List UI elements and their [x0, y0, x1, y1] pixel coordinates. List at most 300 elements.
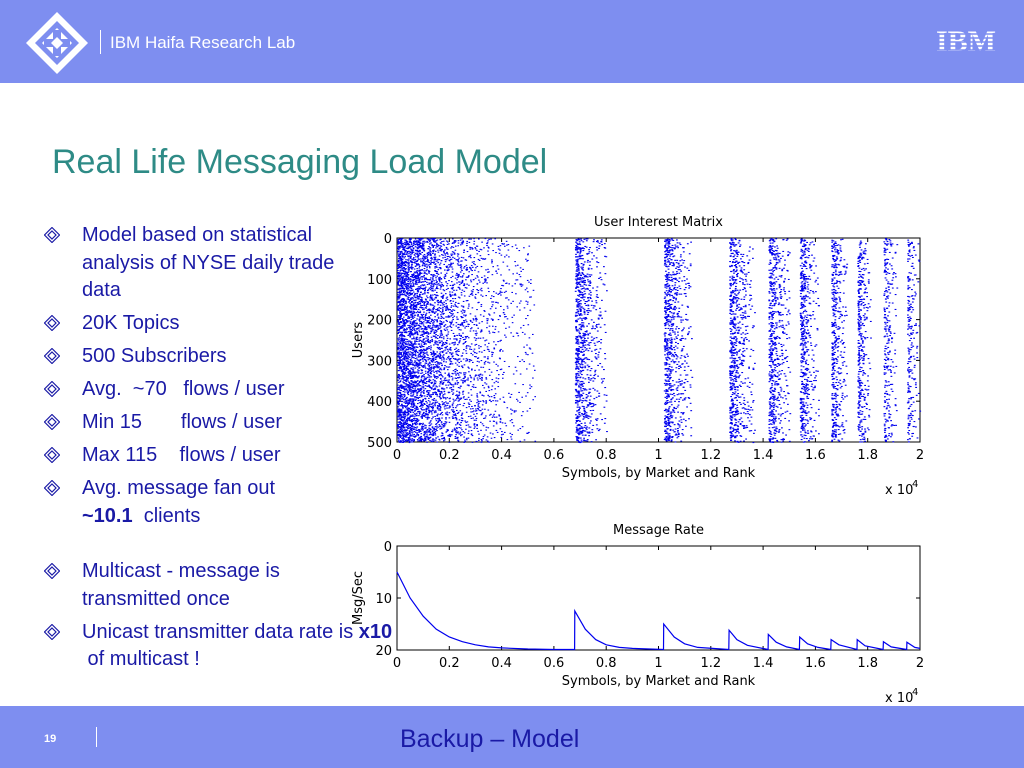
scatter-point — [489, 396, 491, 397]
scatter-point — [397, 326, 399, 327]
scatter-point — [434, 275, 436, 276]
scatter-point — [401, 398, 403, 399]
scatter-point — [508, 244, 510, 245]
scatter-point — [415, 414, 417, 415]
scatter-point — [405, 360, 407, 361]
scatter-point — [410, 300, 412, 301]
scatter-point — [416, 413, 418, 414]
scatter-point — [411, 426, 413, 427]
scatter-point — [463, 285, 465, 286]
scatter-point — [466, 345, 468, 346]
scatter-point — [488, 410, 490, 411]
scatter-point — [452, 292, 454, 293]
scatter-point — [483, 425, 485, 426]
scatter-point — [412, 293, 414, 294]
scatter-point — [455, 246, 457, 247]
scatter-point — [438, 279, 440, 280]
scatter-point — [412, 375, 414, 376]
scatter-point — [407, 372, 409, 373]
scatter-point — [400, 285, 402, 286]
scatter-point — [421, 436, 423, 437]
scatter-point — [403, 247, 405, 248]
scatter-point — [462, 382, 464, 383]
scatter-point — [429, 440, 431, 441]
scatter-point — [457, 344, 459, 345]
scatter-point — [412, 357, 414, 358]
scatter-point — [425, 287, 427, 288]
scatter-point — [505, 337, 507, 338]
scatter-point — [430, 262, 432, 263]
scatter-point — [443, 244, 445, 245]
scatter-point — [475, 333, 477, 334]
scatter-point — [407, 285, 409, 286]
scatter-point — [414, 262, 416, 263]
scatter-point — [443, 359, 445, 360]
scatter-point — [477, 283, 479, 284]
scatter-point — [498, 374, 500, 375]
scatter-point — [439, 391, 441, 392]
scatter-point — [399, 324, 401, 325]
scatter-point — [424, 293, 426, 294]
scatter-point — [463, 252, 465, 253]
scatter-point — [419, 307, 421, 308]
scatter-point — [406, 292, 408, 293]
scatter-point — [417, 256, 419, 257]
scatter-point — [410, 307, 412, 308]
scatter-point — [529, 364, 531, 365]
scatter-point — [439, 414, 441, 415]
scatter-point — [419, 381, 421, 382]
scatter-point — [448, 385, 450, 386]
scatter-point — [416, 264, 418, 265]
scatter-point — [481, 380, 483, 381]
scatter-point — [459, 289, 461, 290]
scatter-point — [421, 341, 423, 342]
scatter-point — [408, 320, 410, 321]
scatter-point — [493, 296, 495, 297]
scatter-point — [413, 392, 415, 393]
scatter-point — [485, 269, 487, 270]
scatter-point — [478, 290, 480, 291]
scatter-point — [456, 410, 458, 411]
scatter-point — [409, 418, 411, 419]
scatter-point — [515, 245, 517, 246]
scatter-point — [456, 279, 458, 280]
scatter-point — [416, 395, 418, 396]
scatter-point — [398, 408, 400, 409]
scatter-point — [434, 253, 436, 254]
scatter-point — [434, 405, 436, 406]
scatter-point — [430, 347, 432, 348]
scatter-point — [413, 394, 415, 395]
scatter-point — [418, 415, 420, 416]
scatter-point — [405, 290, 407, 291]
scatter-point — [431, 441, 433, 442]
scatter-point — [419, 280, 421, 281]
scatter-point — [403, 267, 405, 268]
scatter-point — [443, 437, 445, 438]
scatter-point — [440, 285, 442, 286]
scatter-point — [418, 391, 420, 392]
scatter-point — [484, 350, 486, 351]
scatter-point — [436, 271, 438, 272]
scatter-point — [487, 251, 489, 252]
scatter-point — [481, 288, 483, 289]
scatter-point — [429, 249, 431, 250]
scatter-point — [458, 243, 460, 244]
scatter-point — [447, 369, 449, 370]
scatter-point — [432, 275, 434, 276]
scatter-point — [411, 398, 413, 399]
scatter-point — [453, 399, 455, 400]
scatter-point — [476, 365, 478, 366]
scatter-point — [455, 363, 457, 364]
scatter-point — [456, 282, 458, 283]
scatter-point — [428, 404, 430, 405]
scatter-point — [454, 253, 456, 254]
scatter-point — [477, 408, 479, 409]
scatter-point — [444, 438, 446, 439]
scatter-point — [418, 255, 420, 256]
scatter-point — [475, 278, 477, 279]
scatter-point — [397, 270, 399, 271]
scatter-point — [431, 354, 433, 355]
scatter-point — [504, 316, 506, 317]
scatter-point — [422, 409, 424, 410]
scatter-point — [421, 331, 423, 332]
scatter-point — [461, 292, 463, 293]
scatter-point — [467, 359, 469, 360]
scatter-point — [471, 395, 473, 396]
scatter-point — [421, 379, 423, 380]
scatter-point — [480, 422, 482, 423]
scatter-point — [401, 385, 403, 386]
scatter-point — [425, 373, 427, 374]
scatter-point — [459, 340, 461, 341]
scatter-point — [431, 257, 433, 258]
scatter-point — [520, 271, 522, 272]
scatter-point — [469, 256, 471, 257]
scatter-point — [492, 266, 494, 267]
scatter-point — [413, 273, 415, 274]
scatter-point — [408, 394, 410, 395]
scatter-point — [461, 322, 463, 323]
scatter-point — [398, 285, 400, 286]
scatter-point — [405, 269, 407, 270]
scatter-point — [471, 293, 473, 294]
scatter-point — [478, 401, 480, 402]
scatter-point — [523, 361, 525, 362]
scatter-point — [406, 329, 408, 330]
scatter-point — [425, 410, 427, 411]
scatter-point — [429, 423, 431, 424]
scatter-point — [525, 301, 527, 302]
scatter-point — [406, 328, 408, 329]
scatter-point — [410, 376, 412, 377]
scatter-point — [485, 400, 487, 401]
scatter-point — [452, 411, 454, 412]
scatter-point — [455, 369, 457, 370]
scatter-point — [450, 295, 452, 296]
scatter-point — [436, 319, 438, 320]
scatter-point — [425, 363, 427, 364]
scatter-point — [410, 283, 412, 284]
scatter-point — [440, 354, 442, 355]
scatter-point — [448, 280, 450, 281]
scatter-point — [439, 248, 441, 249]
scatter-point — [443, 402, 445, 403]
scatter-point — [406, 309, 408, 310]
scatter-point — [440, 398, 442, 399]
scatter-point — [403, 432, 405, 433]
scatter-point — [400, 410, 402, 411]
scatter-point — [446, 298, 448, 299]
scatter-point — [530, 283, 532, 284]
scatter-point — [444, 391, 446, 392]
scatter-point — [399, 239, 401, 240]
scatter-point — [446, 343, 448, 344]
diamond-bullet-icon — [44, 480, 60, 496]
scatter-point — [416, 407, 418, 408]
scatter-point — [440, 330, 442, 331]
scatter-point — [402, 355, 404, 356]
scatter-point — [502, 244, 504, 245]
scatter-point — [411, 356, 413, 357]
scatter-point — [434, 306, 436, 307]
scatter-point — [433, 245, 435, 246]
scatter-point — [441, 391, 443, 392]
scatter-point — [405, 307, 407, 308]
scatter-point — [448, 264, 450, 265]
scatter-point — [471, 343, 473, 344]
scatter-point — [410, 359, 412, 360]
scatter-point — [446, 305, 448, 306]
scatter-point — [439, 364, 441, 365]
scatter-point — [418, 373, 420, 374]
scatter-point — [408, 414, 410, 415]
scatter-point — [438, 340, 440, 341]
scatter-point — [442, 401, 444, 402]
scatter-point — [397, 392, 399, 393]
scatter-point — [421, 349, 423, 350]
scatter-point — [434, 302, 436, 303]
scatter-point — [492, 326, 494, 327]
scatter-point — [425, 256, 427, 257]
scatter-point — [473, 263, 475, 264]
scatter-point — [493, 425, 495, 426]
scatter-point — [434, 398, 436, 399]
scatter-point — [417, 409, 419, 410]
scatter-point — [440, 355, 442, 356]
scatter-point — [404, 390, 406, 391]
scatter-point — [426, 361, 428, 362]
scatter-point — [417, 376, 419, 377]
scatter-point — [399, 304, 401, 305]
scatter-point — [425, 343, 427, 344]
scatter-point — [401, 396, 403, 397]
scatter-point — [510, 433, 512, 434]
scatter-point — [513, 315, 515, 316]
scatter-point — [454, 335, 456, 336]
scatter-point — [445, 316, 447, 317]
scatter-point — [463, 257, 465, 258]
scatter-point — [410, 286, 412, 287]
scatter-point — [435, 434, 437, 435]
scatter-point — [400, 354, 402, 355]
scatter-point — [430, 437, 432, 438]
scatter-point — [512, 301, 514, 302]
scatter-point — [469, 247, 471, 248]
scatter-point — [452, 379, 454, 380]
scatter-point — [499, 415, 501, 416]
scatter-point — [477, 378, 479, 379]
scatter-point — [415, 302, 417, 303]
scatter-point — [488, 387, 490, 388]
scatter-point — [449, 294, 451, 295]
scatter-point — [485, 258, 487, 259]
scatter-point — [436, 438, 438, 439]
bullet-item: Min 15 flows / user — [44, 409, 344, 437]
scatter-point — [415, 351, 417, 352]
x-tick-label: 1.4 — [752, 448, 774, 463]
scatter-point — [437, 329, 439, 330]
scatter-point — [484, 409, 486, 410]
scatter-point — [467, 360, 469, 361]
scatter-point — [404, 364, 406, 365]
scatter-point — [451, 281, 453, 282]
scatter-point — [445, 398, 447, 399]
scatter-point — [430, 352, 432, 353]
scatter-point — [436, 357, 438, 358]
scatter-point — [487, 318, 489, 319]
scatter-point — [406, 397, 408, 398]
scatter-point — [431, 286, 433, 287]
scatter-point — [424, 257, 426, 258]
scatter-point — [448, 403, 450, 404]
scatter-point — [465, 336, 467, 337]
scatter-point — [500, 422, 502, 423]
scatter-point — [423, 409, 425, 410]
scatter-point — [478, 406, 480, 407]
scatter-point — [440, 289, 442, 290]
scatter-point — [424, 377, 426, 378]
scatter-point — [491, 389, 493, 390]
scatter-point — [437, 295, 439, 296]
scatter-point — [453, 301, 455, 302]
scatter-point — [423, 312, 425, 313]
scatter-point — [429, 251, 431, 252]
scatter-point — [482, 438, 484, 439]
scatter-point — [461, 294, 463, 295]
scatter-point — [400, 305, 402, 306]
scatter-point — [525, 289, 527, 290]
scatter-point — [463, 326, 465, 327]
scatter-point — [412, 313, 414, 314]
scatter-point — [433, 364, 435, 365]
scatter-point — [407, 355, 409, 356]
scatter-point — [413, 434, 415, 435]
scatter-point — [428, 407, 430, 408]
scatter-point — [402, 246, 404, 247]
scatter-point — [522, 411, 524, 412]
scatter-point — [411, 333, 413, 334]
scatter-point — [437, 262, 439, 263]
scatter-point — [415, 239, 417, 240]
scatter-point — [440, 301, 442, 302]
scatter-point — [477, 431, 479, 432]
scatter-point — [422, 429, 424, 430]
scatter-point — [476, 413, 478, 414]
scatter-point — [466, 245, 468, 246]
scatter-point — [473, 410, 475, 411]
scatter-point — [534, 396, 536, 397]
y-tick-label: 200 — [367, 313, 392, 329]
scatter-point — [533, 290, 535, 291]
scatter-point — [416, 423, 418, 424]
scatter-point — [398, 426, 400, 427]
scatter-point — [504, 292, 506, 293]
scatter-point — [487, 277, 489, 278]
scatter-point — [431, 311, 433, 312]
scatter-point — [484, 282, 486, 283]
scatter-point — [440, 413, 442, 414]
scatter-point — [473, 286, 475, 287]
scatter-point — [488, 343, 490, 344]
scatter-point — [408, 253, 410, 254]
scatter-point — [508, 256, 510, 257]
scatter-point — [402, 282, 404, 283]
scatter-point — [473, 414, 475, 415]
scatter-point — [525, 396, 527, 397]
scatter-point — [404, 392, 406, 393]
scatter-point — [413, 300, 415, 301]
scatter-point — [409, 432, 411, 433]
scatter-point — [528, 324, 530, 325]
scatter-point — [429, 241, 431, 242]
scatter-point — [411, 377, 413, 378]
scatter-point — [472, 362, 474, 363]
scatter-point — [480, 367, 482, 368]
scatter-point — [431, 244, 433, 245]
scatter-point — [449, 266, 451, 267]
scatter-point — [490, 298, 492, 299]
scatter-point — [424, 425, 426, 426]
scatter-point — [507, 407, 509, 408]
scatter-point — [408, 269, 410, 270]
scatter-point — [417, 383, 419, 384]
y-tick-label: 300 — [367, 354, 392, 370]
scatter-point — [418, 240, 420, 241]
scatter-point — [456, 348, 458, 349]
scatter-point — [503, 262, 505, 263]
scatter-point — [419, 340, 421, 341]
scatter-point — [447, 397, 449, 398]
scatter-point — [454, 349, 456, 350]
scatter-point — [471, 265, 473, 266]
scatter-point — [439, 397, 441, 398]
scatter-point — [500, 349, 502, 350]
scatter-point — [413, 398, 415, 399]
scatter-point — [441, 418, 443, 419]
scatter-point — [432, 370, 434, 371]
scatter-point — [513, 425, 515, 426]
scatter-point — [424, 383, 426, 384]
scatter-point — [433, 285, 435, 286]
scatter-point — [474, 405, 476, 406]
scatter-point — [440, 263, 442, 264]
scatter-point — [413, 384, 415, 385]
scatter-point — [454, 373, 456, 374]
